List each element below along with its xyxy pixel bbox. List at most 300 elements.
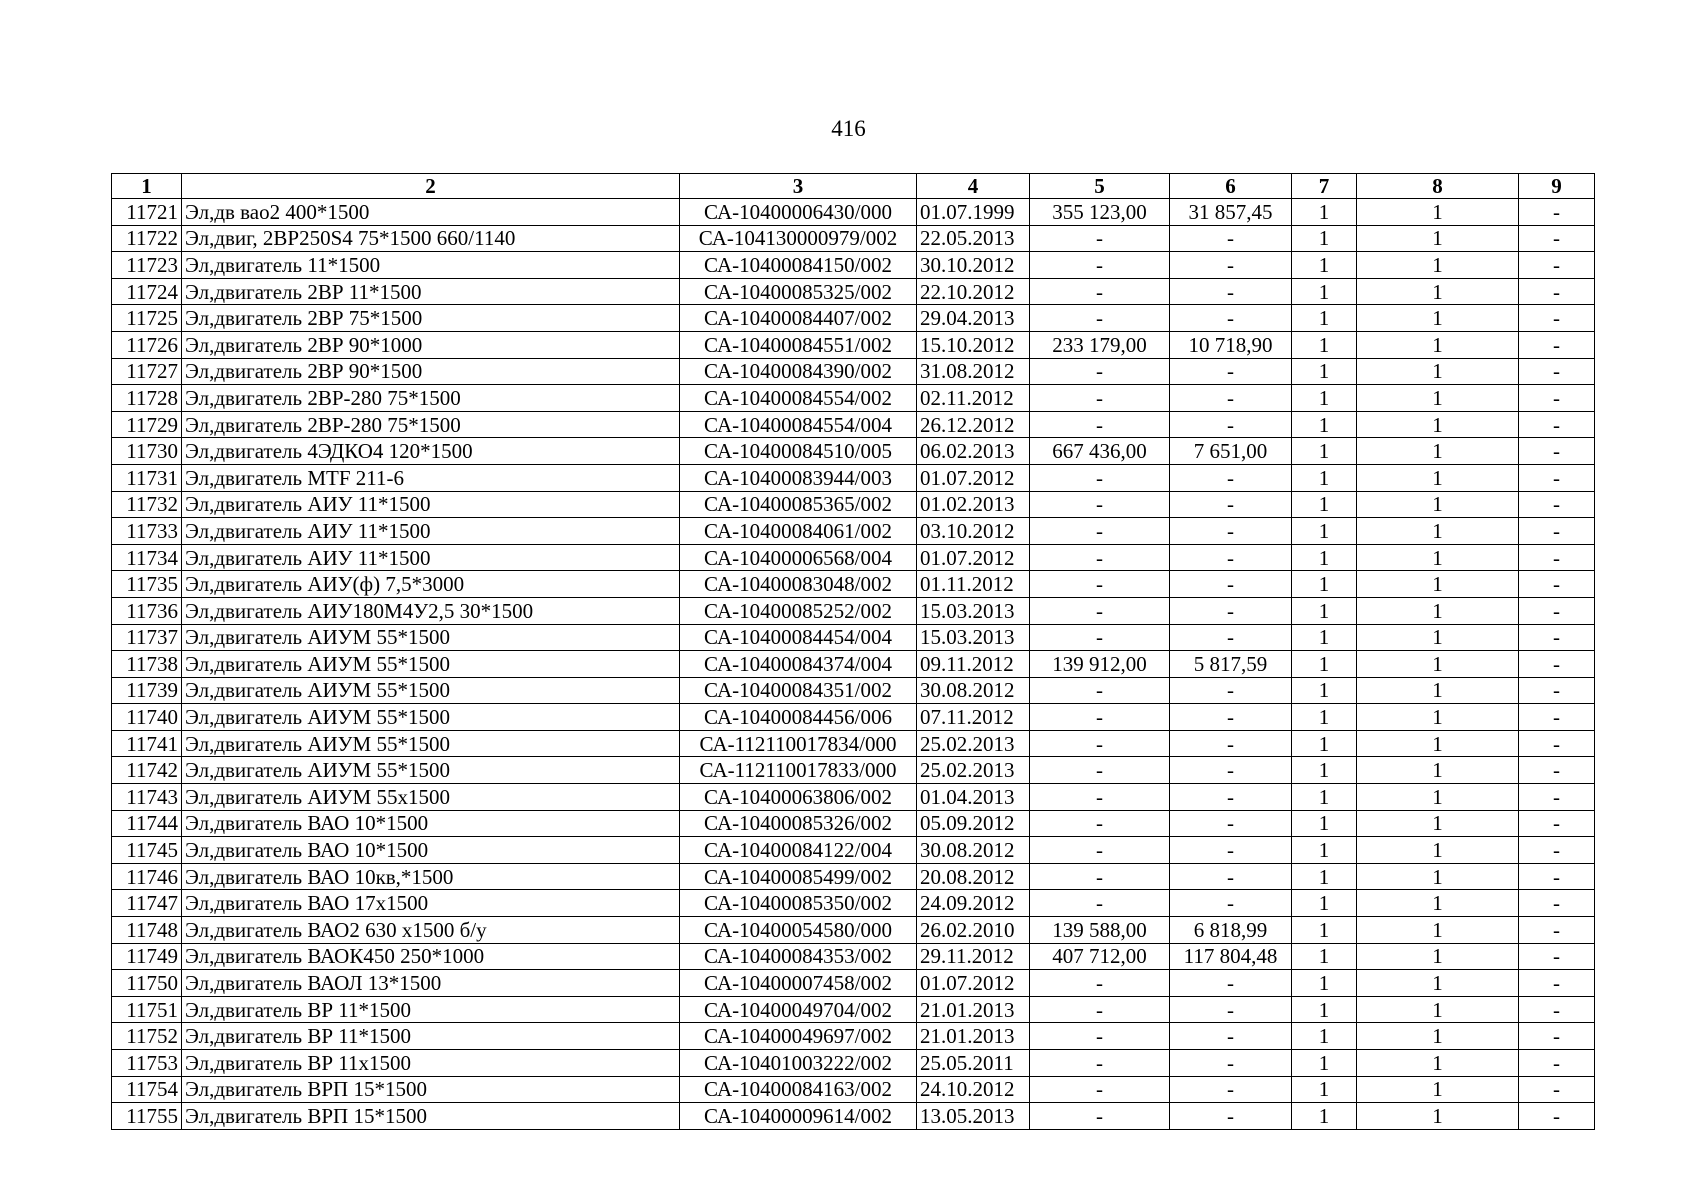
value-col8: 1	[1357, 837, 1519, 864]
inventory-code: СА-10400084163/002	[680, 1076, 917, 1103]
row-number: 11748	[112, 917, 182, 944]
row-number: 11733	[112, 518, 182, 545]
inventory-code: СА-10400049704/002	[680, 996, 917, 1023]
value-col9: -	[1519, 385, 1595, 412]
value-col7: 1	[1292, 597, 1357, 624]
date: 15.03.2013	[917, 597, 1030, 624]
inventory-code: СА-10400084554/002	[680, 385, 917, 412]
table-row	[112, 890, 1595, 917]
table-row	[112, 252, 1595, 279]
value-col8: 1	[1357, 1076, 1519, 1103]
item-name: Эл,двигатель АИУМ 55*1500	[182, 624, 680, 651]
value-col6: -	[1170, 996, 1292, 1023]
value-col9: -	[1519, 1023, 1595, 1050]
value-col9: -	[1519, 624, 1595, 651]
date: 22.05.2013	[917, 225, 1030, 252]
value-col7: 1	[1292, 544, 1357, 571]
column-header-7: 7	[1292, 174, 1357, 199]
inventory-code: СА-10400085326/002	[680, 810, 917, 837]
value-col5: -	[1030, 544, 1170, 571]
value-col8: 1	[1357, 996, 1519, 1023]
value-col8: 1	[1357, 1050, 1519, 1077]
value-col9: -	[1519, 810, 1595, 837]
column-header-8: 8	[1357, 174, 1519, 199]
value-col5: -	[1030, 1050, 1170, 1077]
value-col6: 31 857,45	[1170, 199, 1292, 226]
value-col6: 117 804,48	[1170, 943, 1292, 970]
row-number: 11751	[112, 996, 182, 1023]
inventory-code: СА-112110017833/000	[680, 757, 917, 784]
item-name: Эл,двигатель ВРП 15*1500	[182, 1103, 680, 1130]
value-col8: 1	[1357, 464, 1519, 491]
row-number: 11749	[112, 943, 182, 970]
value-col7: 1	[1292, 438, 1357, 465]
date: 22.10.2012	[917, 278, 1030, 305]
header-row	[112, 174, 1595, 199]
value-col8: 1	[1357, 491, 1519, 518]
value-col8: 1	[1357, 385, 1519, 412]
date: 20.08.2012	[917, 863, 1030, 890]
table-row	[112, 677, 1595, 704]
item-name: Эл,двигатель АИУМ 55*1500	[182, 704, 680, 731]
row-number: 11745	[112, 837, 182, 864]
value-col5: -	[1030, 677, 1170, 704]
value-col6: -	[1170, 1050, 1292, 1077]
value-col6: -	[1170, 757, 1292, 784]
value-col9: -	[1519, 464, 1595, 491]
value-col5: -	[1030, 411, 1170, 438]
item-name: Эл,двигатель АИУ 11*1500	[182, 491, 680, 518]
date: 25.02.2013	[917, 757, 1030, 784]
date: 30.08.2012	[917, 837, 1030, 864]
value-col6: -	[1170, 491, 1292, 518]
value-col9: -	[1519, 252, 1595, 279]
value-col5: 139 912,00	[1030, 651, 1170, 678]
value-col6: 6 818,99	[1170, 917, 1292, 944]
value-col8: 1	[1357, 757, 1519, 784]
date: 01.02.2013	[917, 491, 1030, 518]
value-col8: 1	[1357, 411, 1519, 438]
value-col9: -	[1519, 837, 1595, 864]
value-col8: 1	[1357, 651, 1519, 678]
value-col9: -	[1519, 571, 1595, 598]
value-col6: 5 817,59	[1170, 651, 1292, 678]
value-col8: 1	[1357, 704, 1519, 731]
item-name: Эл,двигатель АИУМ 55*1500	[182, 730, 680, 757]
value-col9: -	[1519, 677, 1595, 704]
inventory-code: СА-10400083048/002	[680, 571, 917, 598]
value-col7: 1	[1292, 970, 1357, 997]
inventory-code: СА-10400084353/002	[680, 943, 917, 970]
item-name: Эл,двигатель ВАОЛ 13*1500	[182, 970, 680, 997]
item-name: Эл,двигатель АИУМ 55*1500	[182, 651, 680, 678]
value-col5: 233 179,00	[1030, 331, 1170, 358]
date: 26.12.2012	[917, 411, 1030, 438]
item-name: Эл,двигатель АИУМ 55*1500	[182, 757, 680, 784]
value-col8: 1	[1357, 252, 1519, 279]
value-col6: -	[1170, 571, 1292, 598]
date: 21.01.2013	[917, 1023, 1030, 1050]
value-col5: -	[1030, 704, 1170, 731]
value-col7: 1	[1292, 464, 1357, 491]
table-row	[112, 278, 1595, 305]
table-row	[112, 704, 1595, 731]
column-header-9: 9	[1519, 174, 1595, 199]
table-row	[112, 1103, 1595, 1130]
item-name: Эл,двигатель АИУМ 55*1500	[182, 677, 680, 704]
row-number: 11730	[112, 438, 182, 465]
table-row	[112, 784, 1595, 811]
table-row	[112, 225, 1595, 252]
item-name: Эл,двигатель ВАО2 630 х1500 б/у	[182, 917, 680, 944]
value-col8: 1	[1357, 331, 1519, 358]
value-col5: -	[1030, 890, 1170, 917]
row-number: 11738	[112, 651, 182, 678]
value-col6: -	[1170, 1103, 1292, 1130]
value-col9: -	[1519, 411, 1595, 438]
item-name: Эл,двигатель АИУ 11*1500	[182, 518, 680, 545]
value-col7: 1	[1292, 704, 1357, 731]
value-col5: -	[1030, 252, 1170, 279]
date: 30.10.2012	[917, 252, 1030, 279]
value-col9: -	[1519, 704, 1595, 731]
value-col5: -	[1030, 571, 1170, 598]
value-col5: -	[1030, 225, 1170, 252]
value-col9: -	[1519, 757, 1595, 784]
value-col7: 1	[1292, 1076, 1357, 1103]
inventory-code: СА-10400084456/006	[680, 704, 917, 731]
value-col8: 1	[1357, 1023, 1519, 1050]
column-header-1: 1	[112, 174, 182, 199]
value-col7: 1	[1292, 890, 1357, 917]
table-row	[112, 464, 1595, 491]
value-col7: 1	[1292, 225, 1357, 252]
table-row	[112, 518, 1595, 545]
inventory-code: СА-10400063806/002	[680, 784, 917, 811]
row-number: 11729	[112, 411, 182, 438]
row-number: 11753	[112, 1050, 182, 1077]
item-name: Эл,двигатель 2ВР 90*1000	[182, 331, 680, 358]
value-col9: -	[1519, 1050, 1595, 1077]
value-col8: 1	[1357, 438, 1519, 465]
value-col7: 1	[1292, 305, 1357, 332]
value-col8: 1	[1357, 518, 1519, 545]
value-col9: -	[1519, 491, 1595, 518]
row-number: 11752	[112, 1023, 182, 1050]
table-row	[112, 597, 1595, 624]
inventory-code: СА-10400085252/002	[680, 597, 917, 624]
item-name: Эл,двигатель 2ВР-280 75*1500	[182, 385, 680, 412]
value-col6: 10 718,90	[1170, 331, 1292, 358]
inventory-code: СА-10400084551/002	[680, 331, 917, 358]
value-col8: 1	[1357, 784, 1519, 811]
value-col6: -	[1170, 385, 1292, 412]
date: 03.10.2012	[917, 518, 1030, 545]
value-col6: 7 651,00	[1170, 438, 1292, 465]
inventory-code: СА-10400084554/004	[680, 411, 917, 438]
row-number: 11747	[112, 890, 182, 917]
date: 07.11.2012	[917, 704, 1030, 731]
value-col7: 1	[1292, 1023, 1357, 1050]
value-col7: 1	[1292, 943, 1357, 970]
date: 06.02.2013	[917, 438, 1030, 465]
date: 15.03.2013	[917, 624, 1030, 651]
value-col9: -	[1519, 1076, 1595, 1103]
date: 29.04.2013	[917, 305, 1030, 332]
value-col9: -	[1519, 943, 1595, 970]
item-name: Эл,двигатель ВАО 10кв,*1500	[182, 863, 680, 890]
table-row	[112, 996, 1595, 1023]
value-col9: -	[1519, 863, 1595, 890]
table-row	[112, 385, 1595, 412]
value-col7: 1	[1292, 411, 1357, 438]
inventory-code: СА-10400084122/004	[680, 837, 917, 864]
value-col8: 1	[1357, 305, 1519, 332]
item-name: Эл,двигатель 2ВР-280 75*1500	[182, 411, 680, 438]
value-col8: 1	[1357, 943, 1519, 970]
inventory-code: СА-10400083944/003	[680, 464, 917, 491]
date: 31.08.2012	[917, 358, 1030, 385]
value-col7: 1	[1292, 571, 1357, 598]
value-col5: -	[1030, 624, 1170, 651]
date: 21.01.2013	[917, 996, 1030, 1023]
value-col5: -	[1030, 837, 1170, 864]
inventory-code: СА-10400007458/002	[680, 970, 917, 997]
value-col7: 1	[1292, 199, 1357, 226]
row-number: 11746	[112, 863, 182, 890]
inventory-code: СА-10400084351/002	[680, 677, 917, 704]
item-name: Эл,двигатель 2ВР 11*1500	[182, 278, 680, 305]
value-col7: 1	[1292, 624, 1357, 651]
row-number: 11739	[112, 677, 182, 704]
value-col5: -	[1030, 305, 1170, 332]
value-col9: -	[1519, 1103, 1595, 1130]
inventory-code: СА-10400084390/002	[680, 358, 917, 385]
value-col8: 1	[1357, 597, 1519, 624]
date: 26.02.2010	[917, 917, 1030, 944]
value-col8: 1	[1357, 1103, 1519, 1130]
value-col6: -	[1170, 544, 1292, 571]
value-col8: 1	[1357, 278, 1519, 305]
table-row	[112, 917, 1595, 944]
value-col7: 1	[1292, 385, 1357, 412]
value-col9: -	[1519, 544, 1595, 571]
value-col7: 1	[1292, 784, 1357, 811]
value-col7: 1	[1292, 518, 1357, 545]
date: 09.11.2012	[917, 651, 1030, 678]
date: 13.05.2013	[917, 1103, 1030, 1130]
inventory-code: СА-10400085325/002	[680, 278, 917, 305]
value-col7: 1	[1292, 331, 1357, 358]
value-col5: 667 436,00	[1030, 438, 1170, 465]
value-col5: -	[1030, 464, 1170, 491]
item-name: Эл,двигатель 4ЭДКО4 120*1500	[182, 438, 680, 465]
date: 25.02.2013	[917, 730, 1030, 757]
table-row	[112, 730, 1595, 757]
value-col8: 1	[1357, 677, 1519, 704]
value-col9: -	[1519, 331, 1595, 358]
table-body	[112, 199, 1595, 1130]
value-col8: 1	[1357, 225, 1519, 252]
value-col7: 1	[1292, 358, 1357, 385]
value-col9: -	[1519, 358, 1595, 385]
inventory-code: СА-10400085499/002	[680, 863, 917, 890]
row-number: 11732	[112, 491, 182, 518]
value-col5: -	[1030, 518, 1170, 545]
value-col5: -	[1030, 358, 1170, 385]
item-name: Эл,двигатель 2ВР 90*1500	[182, 358, 680, 385]
value-col6: -	[1170, 305, 1292, 332]
value-col5: -	[1030, 757, 1170, 784]
date: 24.09.2012	[917, 890, 1030, 917]
row-number: 11727	[112, 358, 182, 385]
date: 24.10.2012	[917, 1076, 1030, 1103]
value-col6: -	[1170, 970, 1292, 997]
item-name: Эл,двигатель 11*1500	[182, 252, 680, 279]
date: 05.09.2012	[917, 810, 1030, 837]
value-col6: -	[1170, 411, 1292, 438]
value-col6: -	[1170, 518, 1292, 545]
value-col7: 1	[1292, 730, 1357, 757]
value-col8: 1	[1357, 358, 1519, 385]
value-col5: 139 588,00	[1030, 917, 1170, 944]
value-col8: 1	[1357, 624, 1519, 651]
item-name: Эл,двигатель ВРП 15*1500	[182, 1076, 680, 1103]
value-col6: -	[1170, 252, 1292, 279]
date: 15.10.2012	[917, 331, 1030, 358]
value-col5: 407 712,00	[1030, 943, 1170, 970]
table-row	[112, 199, 1595, 226]
date: 01.07.2012	[917, 970, 1030, 997]
row-number: 11736	[112, 597, 182, 624]
value-col6: -	[1170, 730, 1292, 757]
inventory-code: СА-10400006430/000	[680, 199, 917, 226]
value-col5: -	[1030, 996, 1170, 1023]
asset-table	[111, 173, 1595, 1130]
table-row	[112, 837, 1595, 864]
value-col6: -	[1170, 597, 1292, 624]
inventory-code: СА-10400084150/002	[680, 252, 917, 279]
inventory-code: СА-10400084454/004	[680, 624, 917, 651]
value-col8: 1	[1357, 863, 1519, 890]
value-col5: -	[1030, 970, 1170, 997]
value-col9: -	[1519, 225, 1595, 252]
value-col9: -	[1519, 970, 1595, 997]
value-col6: -	[1170, 624, 1292, 651]
value-col6: -	[1170, 863, 1292, 890]
table-row	[112, 1023, 1595, 1050]
value-col9: -	[1519, 996, 1595, 1023]
row-number: 11726	[112, 331, 182, 358]
inventory-code: СА-10400084510/005	[680, 438, 917, 465]
row-number: 11731	[112, 464, 182, 491]
table-row	[112, 438, 1595, 465]
value-col9: -	[1519, 518, 1595, 545]
table-row	[112, 491, 1595, 518]
value-col5: -	[1030, 1023, 1170, 1050]
value-col6: -	[1170, 837, 1292, 864]
item-name: Эл,двигатель АИУМ 55х1500	[182, 784, 680, 811]
item-name: Эл,двигатель АИУ 11*1500	[182, 544, 680, 571]
inventory-code: СА-10401003222/002	[680, 1050, 917, 1077]
value-col5: -	[1030, 1103, 1170, 1130]
value-col6: -	[1170, 890, 1292, 917]
value-col9: -	[1519, 278, 1595, 305]
value-col5: -	[1030, 278, 1170, 305]
inventory-code: СА-10400085365/002	[680, 491, 917, 518]
table-row	[112, 544, 1595, 571]
value-col9: -	[1519, 784, 1595, 811]
table-row	[112, 863, 1595, 890]
row-number: 11721	[112, 199, 182, 226]
table-row	[112, 1050, 1595, 1077]
inventory-code: СА-112110017834/000	[680, 730, 917, 757]
row-number: 11754	[112, 1076, 182, 1103]
value-col7: 1	[1292, 810, 1357, 837]
value-col5: -	[1030, 863, 1170, 890]
value-col7: 1	[1292, 651, 1357, 678]
item-name: Эл,двигатель ВР 11х1500	[182, 1050, 680, 1077]
value-col5: -	[1030, 730, 1170, 757]
inventory-code: СА-10400054580/000	[680, 917, 917, 944]
value-col7: 1	[1292, 863, 1357, 890]
row-number: 11734	[112, 544, 182, 571]
row-number: 11742	[112, 757, 182, 784]
value-col8: 1	[1357, 571, 1519, 598]
column-header-5: 5	[1030, 174, 1170, 199]
table-row	[112, 943, 1595, 970]
row-number: 11724	[112, 278, 182, 305]
row-number: 11735	[112, 571, 182, 598]
table-row	[112, 810, 1595, 837]
value-col8: 1	[1357, 730, 1519, 757]
item-name: Эл,двигатель MTF 211-6	[182, 464, 680, 491]
item-name: Эл,двигатель ВАО 10*1500	[182, 837, 680, 864]
row-number: 11723	[112, 252, 182, 279]
value-col7: 1	[1292, 1050, 1357, 1077]
value-col9: -	[1519, 917, 1595, 944]
value-col7: 1	[1292, 278, 1357, 305]
value-col6: -	[1170, 784, 1292, 811]
date: 01.07.2012	[917, 464, 1030, 491]
row-number: 11744	[112, 810, 182, 837]
inventory-code: СА-10400084061/002	[680, 518, 917, 545]
table-row	[112, 305, 1595, 332]
value-col5: -	[1030, 1076, 1170, 1103]
row-number: 11755	[112, 1103, 182, 1130]
item-name: Эл,двигатель 2ВР 75*1500	[182, 305, 680, 332]
table-row	[112, 331, 1595, 358]
value-col7: 1	[1292, 252, 1357, 279]
table-row	[112, 624, 1595, 651]
row-number: 11740	[112, 704, 182, 731]
inventory-code: СА-10400084374/004	[680, 651, 917, 678]
value-col5: -	[1030, 491, 1170, 518]
value-col7: 1	[1292, 917, 1357, 944]
value-col9: -	[1519, 890, 1595, 917]
value-col7: 1	[1292, 677, 1357, 704]
row-number: 11728	[112, 385, 182, 412]
row-number: 11722	[112, 225, 182, 252]
table-header	[112, 174, 1595, 199]
item-name: Эл,двигатель ВАОК450 250*1000	[182, 943, 680, 970]
value-col9: -	[1519, 597, 1595, 624]
value-col6: -	[1170, 677, 1292, 704]
inventory-code: СА-10400006568/004	[680, 544, 917, 571]
value-col6: -	[1170, 225, 1292, 252]
table-row	[112, 757, 1595, 784]
table-row	[112, 411, 1595, 438]
